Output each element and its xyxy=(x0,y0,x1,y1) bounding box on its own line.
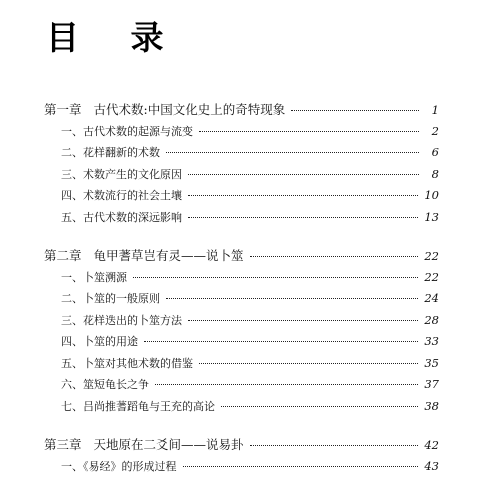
page-number: 10 xyxy=(424,188,439,202)
section-entry[interactable] xyxy=(44,374,439,396)
chapter-number: 第一章 xyxy=(44,102,82,117)
page-number: 8 xyxy=(431,166,439,181)
chapter-title: 古代术数:中国文化史上的奇特现象 xyxy=(93,102,286,117)
dot-leader xyxy=(250,444,419,446)
dot-leader xyxy=(199,362,418,364)
page-number: 42 xyxy=(424,438,439,452)
section-title: 六、筮短龟长之争 xyxy=(61,378,149,391)
dot-leader xyxy=(166,297,418,299)
table-of-contents xyxy=(44,99,439,494)
section-entry[interactable] xyxy=(44,164,439,186)
section-title: 三、术数产生的文化原因 xyxy=(61,167,182,181)
dot-leader xyxy=(133,276,418,278)
page-number: 13 xyxy=(424,209,439,224)
section-entry[interactable] xyxy=(44,185,439,207)
section-title: 一、卜筮溯源 xyxy=(61,270,127,284)
chapter-heading[interactable] xyxy=(44,434,439,456)
chapter-number: 第三章 xyxy=(44,437,82,452)
page-number: 37 xyxy=(424,377,439,391)
page-number: 6 xyxy=(431,145,439,159)
chapter-heading[interactable] xyxy=(44,245,439,267)
page-number: 33 xyxy=(424,334,439,348)
section-entry[interactable] xyxy=(44,142,439,164)
page-number: 22 xyxy=(424,269,439,284)
section-title: 五、古代术数的深远影响 xyxy=(61,210,182,224)
section-title: 四、术数流行的社会土壤 xyxy=(61,189,182,202)
section-entry[interactable] xyxy=(44,331,439,353)
section-entry[interactable] xyxy=(44,456,439,478)
page-number: 38 xyxy=(424,398,439,413)
section-entry[interactable] xyxy=(44,267,439,289)
dot-leader xyxy=(188,216,418,218)
dot-leader xyxy=(250,255,419,257)
section-entry[interactable] xyxy=(44,353,439,375)
chapter-1 xyxy=(44,99,439,228)
section-title: 四、卜筮的用途 xyxy=(61,335,138,348)
section-entry[interactable] xyxy=(44,121,439,143)
section-entry[interactable] xyxy=(44,288,439,310)
dot-leader xyxy=(188,173,419,175)
page-title: 目 录 xyxy=(46,18,184,57)
chapter-heading[interactable] xyxy=(44,99,439,121)
dot-leader xyxy=(166,151,419,153)
section-title: 三、花样迭出的卜筮方法 xyxy=(61,313,182,327)
chapter-number: 第二章 xyxy=(44,248,82,263)
page-number: 28 xyxy=(424,312,439,327)
dot-leader xyxy=(291,109,419,111)
section-entry[interactable] xyxy=(44,396,439,418)
page-number: 1 xyxy=(431,103,439,117)
section-entry[interactable] xyxy=(44,310,439,332)
chapter-3 xyxy=(44,434,439,477)
section-entry[interactable] xyxy=(44,207,439,229)
page-number: 24 xyxy=(424,291,439,305)
section-title: 二、卜筮的一般原则 xyxy=(61,292,160,305)
dot-leader xyxy=(183,465,419,467)
section-title: 七、吕尚推蓍蹈龟与王充的高论 xyxy=(61,399,215,413)
page-number: 43 xyxy=(424,458,439,473)
section-title: 一、《易经》的形成过程 xyxy=(61,459,177,473)
dot-leader xyxy=(188,319,418,321)
page-number: 22 xyxy=(424,249,439,263)
chapter-2 xyxy=(44,245,439,417)
dot-leader xyxy=(155,383,418,385)
page-number: 35 xyxy=(424,355,439,370)
dot-leader xyxy=(144,340,418,342)
chapter-title: 天地原在二爻间——说易卦 xyxy=(93,437,244,452)
section-title: 二、花样翻新的术数 xyxy=(61,146,160,159)
section-title: 一、古代术数的起源与流变 xyxy=(61,124,193,138)
section-title: 五、卜筮对其他术数的借鉴 xyxy=(61,356,193,370)
dot-leader xyxy=(199,130,419,132)
dot-leader xyxy=(188,194,418,196)
page-number: 2 xyxy=(431,123,439,138)
dot-leader xyxy=(221,405,418,407)
chapter-title: 龟甲蓍草岂有灵——说卜筮 xyxy=(93,248,244,263)
